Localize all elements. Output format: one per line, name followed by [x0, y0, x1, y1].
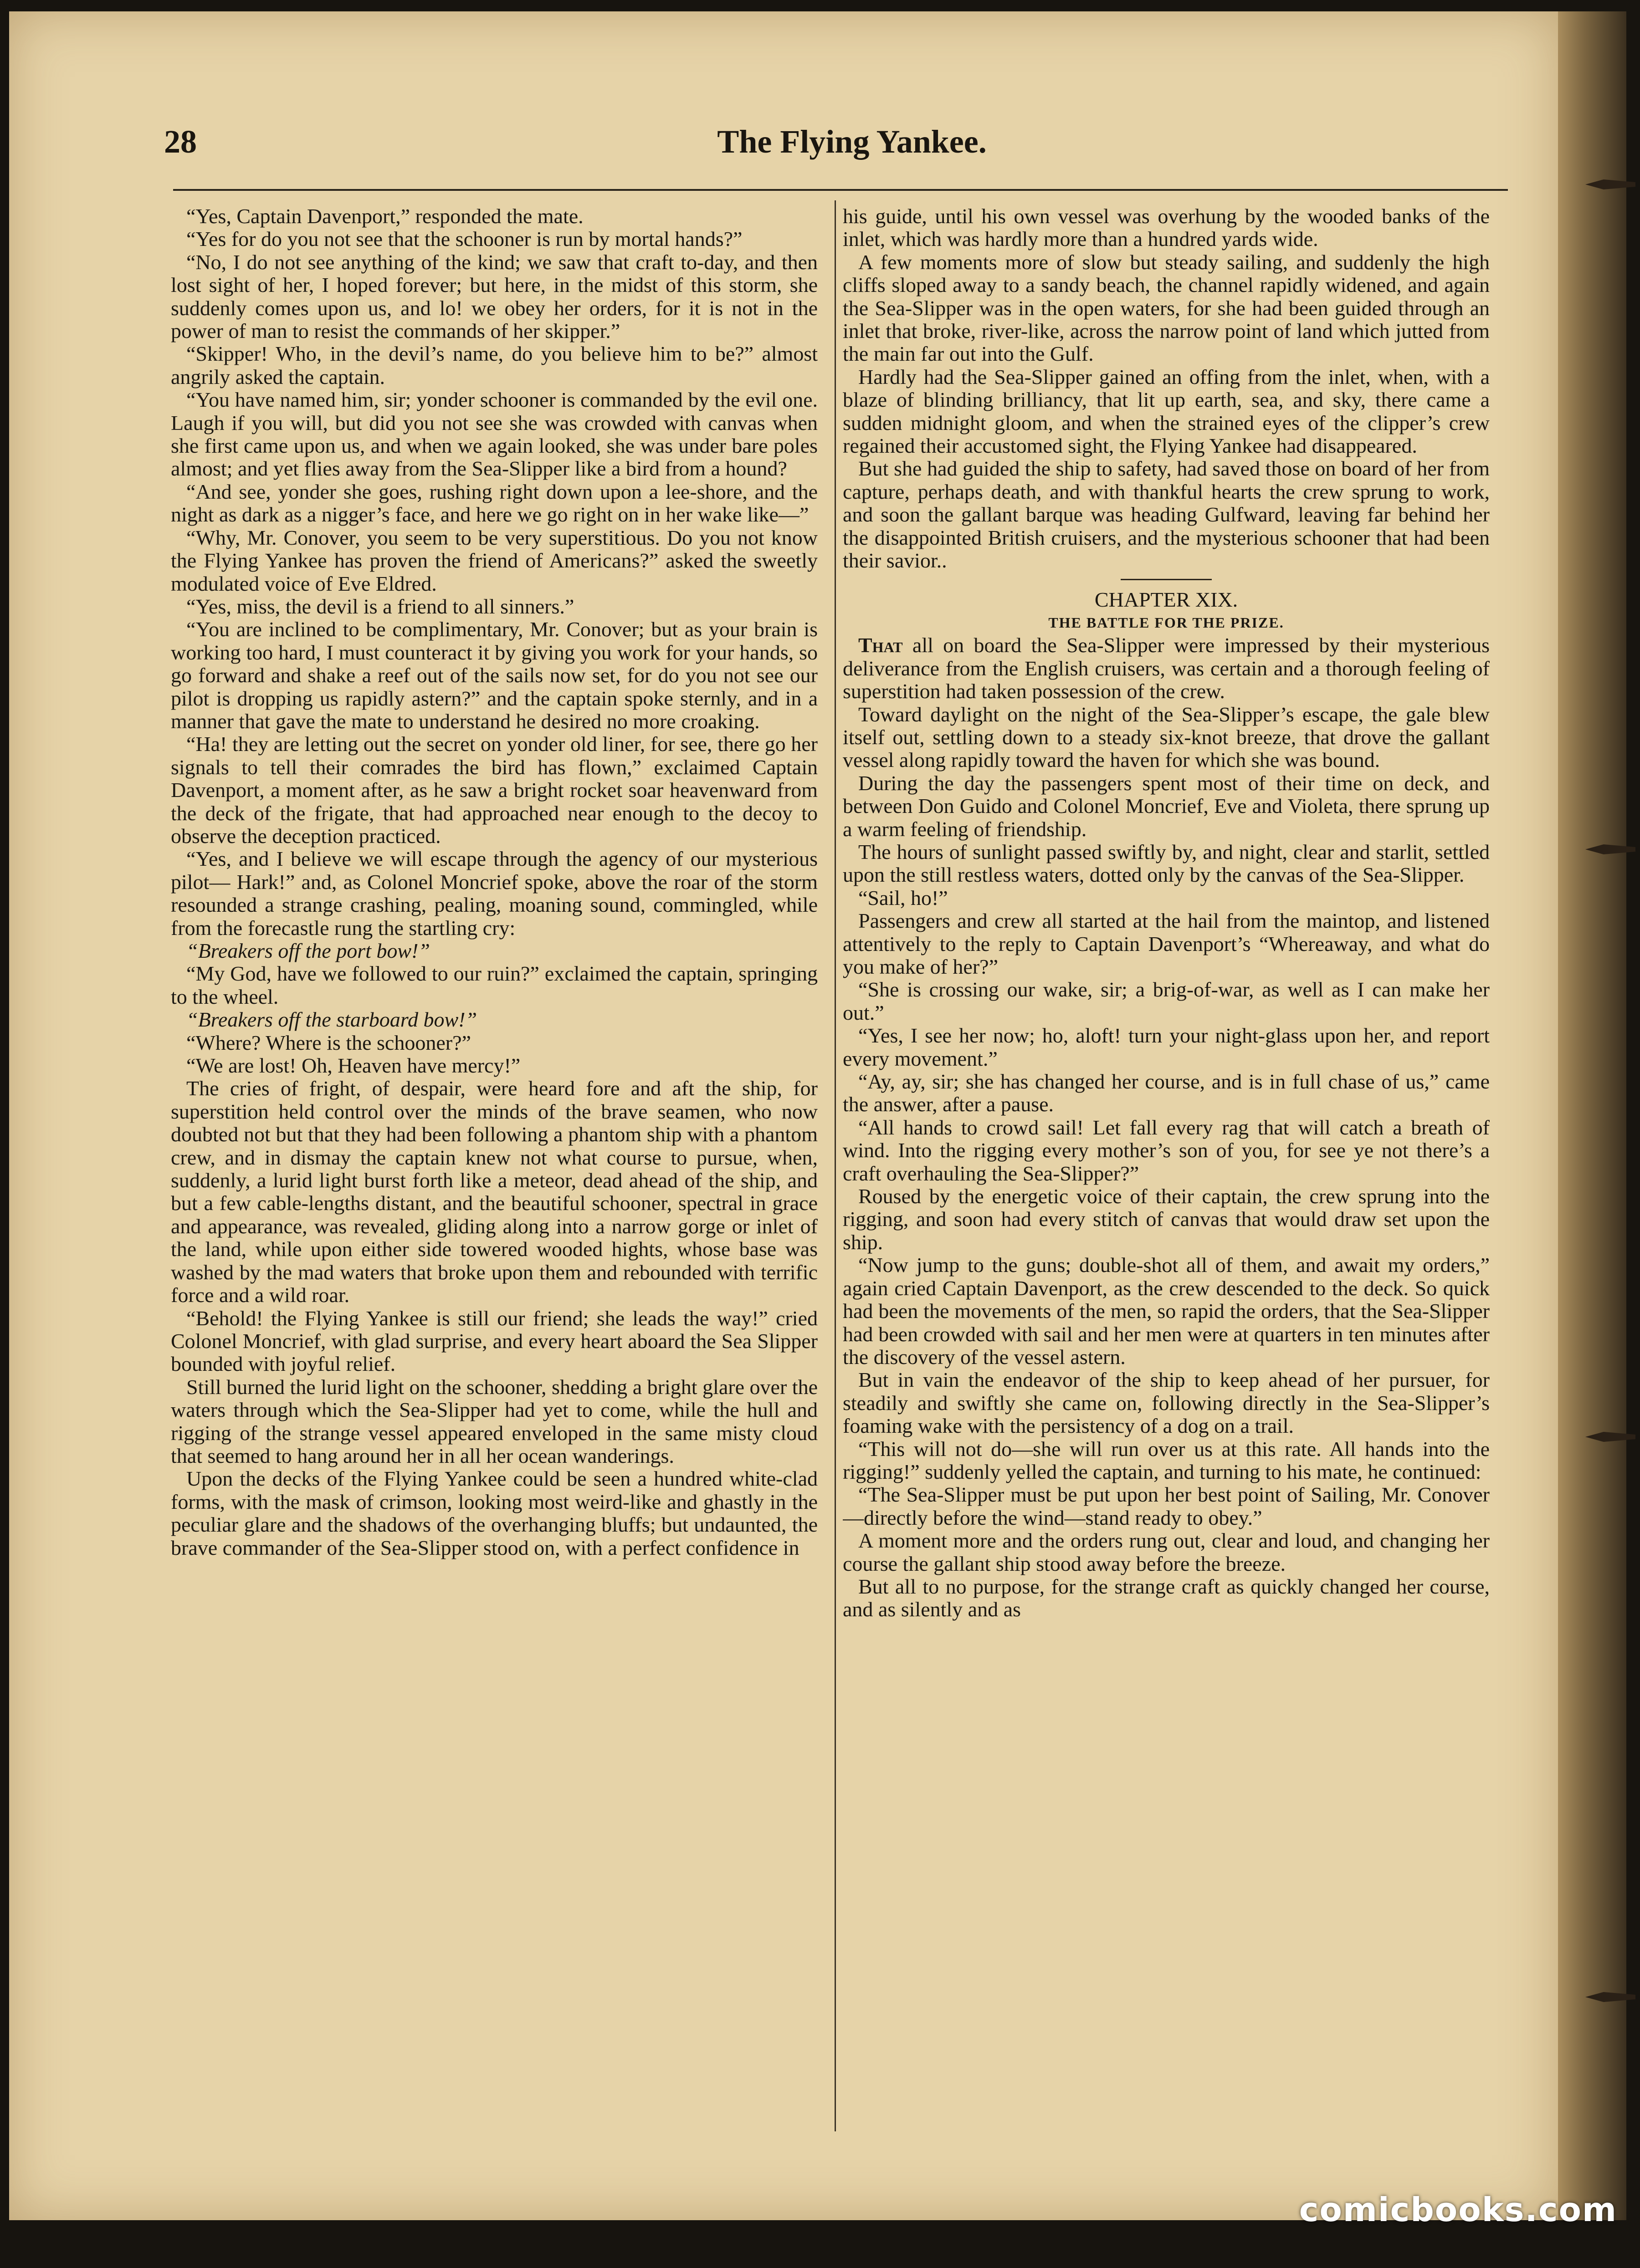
paragraph: “Yes, miss, the devil is a friend to all sinners.”	[186, 594, 574, 618]
chapter-lead-word: That	[858, 633, 903, 657]
paragraph: But all to no purpose, for the strange craft as quickly changed her course, and as silently and as	[843, 1574, 1490, 1621]
paragraph: A few moments more of slow but steady sailing, and suddenly the high cliffs sloped away to a sandy beach, the channel rapidly widened, and again the Sea-Slipper was in the open waters, for she had been guided through an inlet that broke, river-like, across the narrow point of land which jutted from the main far out into the Gulf.	[843, 250, 1490, 366]
paragraph: “Behold! the Flying Yankee is still our friend; she leads the way!” cried Colonel Moncrief, with glad surprise, and every heart aboard the Sea Slipper bounded with joyful relief.	[171, 1306, 818, 1376]
page-edge	[1558, 11, 1626, 2220]
paragraph: “This will not do—she will run over us at this rate. All hands into the rigging!” suddenly yelled the captain, and turning to his mate, he continued:	[843, 1437, 1490, 1483]
binding-tab-icon	[1585, 1430, 1635, 1444]
paragraph: “Why, Mr. Conover, you seem to be very superstitious. Do you not know the Flying Yankee has proven the friend of Americans?” asked the sweetly modulated voice of Eve Eldred.	[171, 526, 818, 595]
paragraph: “Yes, and I believe we will escape through the agency of our mysterious pilot— Hark!” and, as Colonel Moncrief spoke, above the roar of the storm resounded a strange crashing, pealing, moaning sound, commingled, while from the forecastle rung the startling cry:	[171, 847, 818, 940]
paragraph: The hours of sunlight passed swiftly by, and night, clear and starlit, settled upon the still restless waters, dotted only by the canvas of the Sea-Slipper.	[843, 840, 1490, 887]
paragraph: “Breakers off the port bow!”	[186, 939, 430, 962]
paragraph: “Skipper! Who, in the devil’s name, do you believe him to be?” almost angrily asked the captain.	[171, 342, 818, 388]
paragraph: “And see, yonder she goes, rushing right down upon a lee-shore, and the night as dark as a nigger’s face, and here we go right on in her wake like—”	[171, 480, 818, 526]
paragraph: “Yes, I see her now; ho, aloft! turn your night-glass upon her, and report every movement.”	[843, 1024, 1490, 1070]
paragraph: “Breakers off the starboard bow!”	[186, 1008, 477, 1032]
paragraph: Hardly had the Sea-Slipper gained an offing from the inlet, when, with a blaze of blinding brilliancy, that lit up earth, sea, and sky, there came a sudden midnight gloom, and when the strained eyes of the clipper’s crew regained their accustomed sight, the Flying Yankee had disappeared.	[843, 365, 1490, 458]
chapter-first-paragraph	[843, 634, 1490, 703]
paragraph: “You are inclined to be complimentary, Mr. Conover; but as your brain is working too hard, I must counteract it by giving you work for your hands, so go forward and shake a reef out of the sails now set, for do you not see our pilot is dropping us rapidly astern?” and the captain spoke sternly, and in a manner that gave the mate to understand he desired no more croaking.	[171, 618, 818, 733]
chapter-subtitle: THE BATTLE FOR THE PRIZE.	[1048, 614, 1284, 631]
paragraph: During the day the passengers spent most of their time on deck, and between Don Guido and Colonel Moncrief, Eve and Violeta, there sprung up a warm feeling of friendship.	[843, 771, 1490, 841]
paragraph: “We are lost! Oh, Heaven have mercy!”	[186, 1054, 521, 1078]
column-divider	[835, 200, 836, 2131]
paragraph: “Ay, ay, sir; she has changed her course, and is in full chase of us,” came the answer, after a pause.	[843, 1070, 1490, 1116]
binding-tab-icon	[1585, 1990, 1635, 2004]
paragraph: Still burned the lurid light on the schooner, shedding a bright glare over the waters through which the Sea-Slipper had yet to come, while the hull and rigging of the strange vessel appeared enveloped in the same misty cloud that seemed to hang around her in all her ocean wanderings.	[171, 1375, 818, 1467]
paragraph: “Yes, Captain Davenport,” responded the mate.	[186, 205, 584, 228]
paragraph: The cries of fright, of despair, were heard fore and aft the ship, for superstition held control over the minds of the brave seamen, who now doubted not but that they had been following a phantom ship with a phantom crew, and in dismay the captain knew not what course to pursue, when, suddenly, a lurid light burst forth like a meteor, dead ahead of the ship, and but a few cable-lengths distant, and the beautiful schooner, spectral in grace and appearance, was revealed, gliding along into a narrow gorge or inlet of the land, while upon either side towered wooded hights, whose base was washed by the mad waters that broke upon them and rebounded with terrific force and a wild roar.	[171, 1077, 818, 1307]
paragraph: Toward daylight on the night of the Sea-Slipper’s escape, the gale blew itself out, settling down to a steady six-knot breeze, that drove the gallant vessel along rapidly toward the haven for which she was bound.	[843, 702, 1490, 772]
paragraph: Roused by the energetic voice of their captain, the crew sprung into the rigging, and soon had every stitch of canvas that would draw set upon the ship.	[843, 1185, 1490, 1254]
paragraph: “The Sea-Slipper must be put upon her best point of Sailing, Mr. Conover—directly before the wind—stand ready to obey.”	[843, 1483, 1490, 1529]
chapter-first-text: all on board the Sea-Slipper were impressed by their mysterious deliverance from the English cruisers, was certain and a thorough feeling of superstition had taken possession of the crew.	[843, 633, 1490, 703]
left-column	[171, 205, 818, 2131]
page-header	[164, 123, 1512, 178]
paragraph: “No, I do not see anything of the kind; we saw that craft to-day, and then lost sight of her, I hoped forever; but here, in the midst of this storm, she suddenly comes upon us, and lo! we obey her orders, for it is not in the power of man to resist the commands of her skipper.”	[171, 250, 818, 343]
running-title: The Flying Yankee.	[717, 123, 987, 160]
section-rule	[1121, 579, 1212, 580]
binding-tab-icon	[1585, 843, 1635, 856]
paragraph: “Sail, ho!”	[858, 886, 948, 909]
paragraph: Upon the decks of the Flying Yankee could be seen a hundred white-clad forms, with the mask of crimson, looking most weird-like and ghastly in the peculiar glare and the shadows of the overhanging bluffs; but undaunted, the brave commander of the Sea-Slipper stood on, with a perfect confidence in	[171, 1467, 818, 1559]
paragraph: “Now jump to the guns; double-shot all of them, and await my orders,” again cried Captain Davenport, as the crew descended to the deck. So quick had been the movements of the men, so rapid the orders, that the Sea-Slipper had been crowded with sail and her men were at quarters in ten minutes after the discovery of the vessel astern.	[843, 1253, 1490, 1369]
paragraph: “She is crossing our wake, sir; a brig-of-war, as well as I can make her out.”	[843, 978, 1490, 1024]
chapter-title: CHAPTER XIX.	[1094, 587, 1238, 611]
page-number: 28	[164, 123, 197, 160]
paragraph: “Yes for do you not see that the schooner is run by mortal hands?”	[186, 227, 743, 251]
paragraph: “You have named him, sir; yonder schooner is commanded by the evil one. Laugh if you will, but did you not see she was crowded with canvas when she first came upon us, and when we again looked, she was under bare poles almost; and yet flies away from the Sea-Slipper like a bird from a hound?	[171, 388, 818, 480]
paragraph: A moment more and the orders rung out, clear and loud, and changing her course the gallant ship stood away before the breeze.	[843, 1529, 1490, 1575]
header-rule	[173, 189, 1508, 191]
right-column	[843, 205, 1490, 2131]
paragraph: “Where? Where is the schooner?”	[186, 1031, 471, 1054]
paragraph: “My God, have we followed to our ruin?” exclaimed the captain, springing to the wheel.	[171, 962, 818, 1008]
site-watermark: comicbooks.com	[1299, 2191, 1617, 2229]
paragraph: But in vain the endeavor of the ship to keep ahead of her pursuer, for steadily and swiftly she came on, following directly in the Sea-Slipper’s foaming wake with the persistency of a dog on a trail.	[843, 1368, 1490, 1438]
paragraph: But she had guided the ship to safety, had saved those on board of her from capture, perhaps death, and with thankful hearts the crew sprung to work, and soon the gallant barque was heading Gulfward, leaving far behind her the disappointed British cruisers, and the mysterious schooner that had been their savior..	[843, 457, 1490, 572]
paragraph: his guide, until his own vessel was overhung by the wooded banks of the inlet, which was hardly more than a hundred yards wide.	[843, 205, 1490, 251]
binding-tab-icon	[1585, 178, 1635, 191]
paragraph: “All hands to crowd sail! Let fall every rag that will catch a breath of wind. Into the rigging every mother’s son of you, for see ye not there’s a craft overhauling the Sea-Slipper?”	[843, 1115, 1490, 1185]
paragraph: “Ha! they are letting out the secret on yonder old liner, for see, there go her signals to tell their comrades the bird has flown,” exclaimed Captain Davenport, a moment after, as he saw a bright rocket soar heavenward from the deck of the frigate, that had approached near enough to the decoy to observe the deception practiced.	[171, 732, 818, 848]
paragraph: Passengers and crew all started at the hail from the maintop, and listened attentively to the reply to Captain Davenport’s “Whereaway, and what do you make of her?”	[843, 909, 1490, 978]
